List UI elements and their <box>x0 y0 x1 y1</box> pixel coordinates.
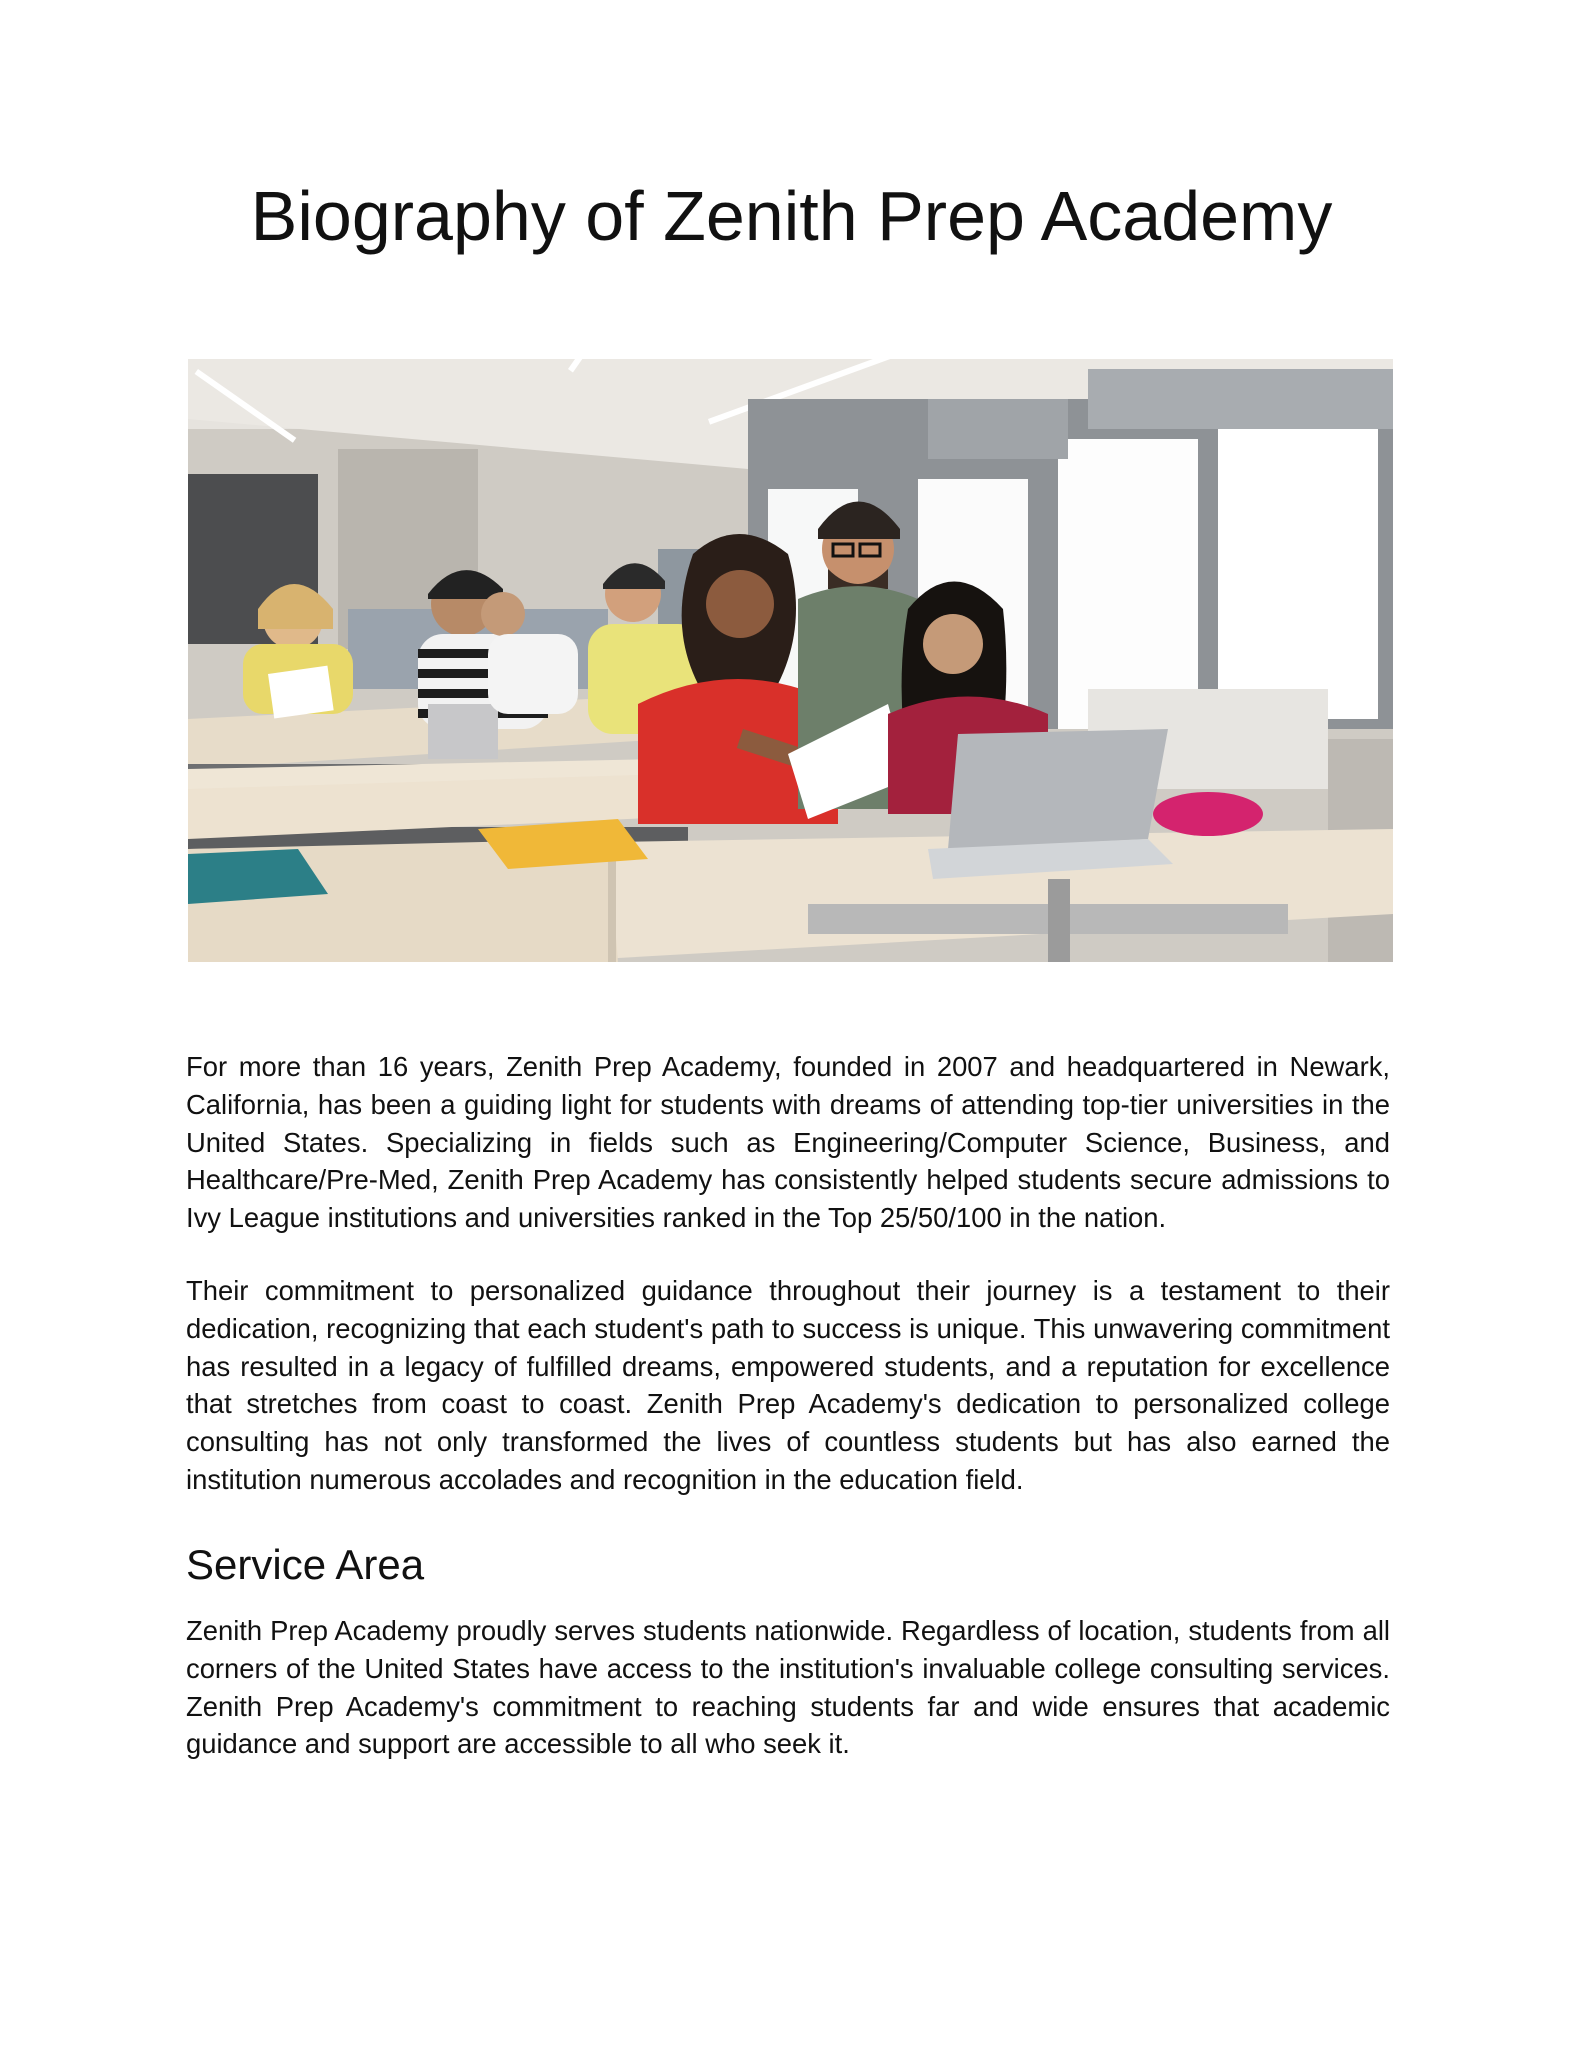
page-title: Biography of Zenith Prep Academy <box>250 177 1333 255</box>
intro-paragraph: For more than 16 years, Zenith Prep Academy, founded in 2007 and headquartered in Newark, California, has been a guiding light for students with dreams of attending top-tier universities in the United States. Specializing in fields such as Engineering/Computer Science, Business, and Healthcare/Pre-Med, Zenith Prep Academy has consistently helped students secure admissions to Ivy League institutions and universities ranked in the Top 25/50/100 in the nation. <box>186 1051 1390 1234</box>
service-area-heading: Service Area <box>186 1541 425 1588</box>
commitment-paragraph: Their commitment to personalized guidance throughout their journey is a testament to their dedication, recognizing that each student's path to success is unique. This unwavering commitment has resulted in a legacy of fulfilled dreams, empowered students, and a reputation for excellence that stretches from coast to coast. Zenith Prep Academy's dedication to personalized college consulting has not only transformed the lives of countless students but has also earned the institution numerous accolades and recognition in the education field. <box>186 1275 1390 1495</box>
classroom-photo-icon <box>188 359 1393 962</box>
classroom-illustration <box>188 359 1393 962</box>
service-area-paragraph: Zenith Prep Academy proudly serves students nationwide. Regardless of location, students from all corners of the United States have access to the institution's invaluable college consulting services. Zenith Prep Academy's commitment to reaching students far and wide ensures that academic guidance and support are accessible to all who seek it. <box>186 1615 1390 1760</box>
